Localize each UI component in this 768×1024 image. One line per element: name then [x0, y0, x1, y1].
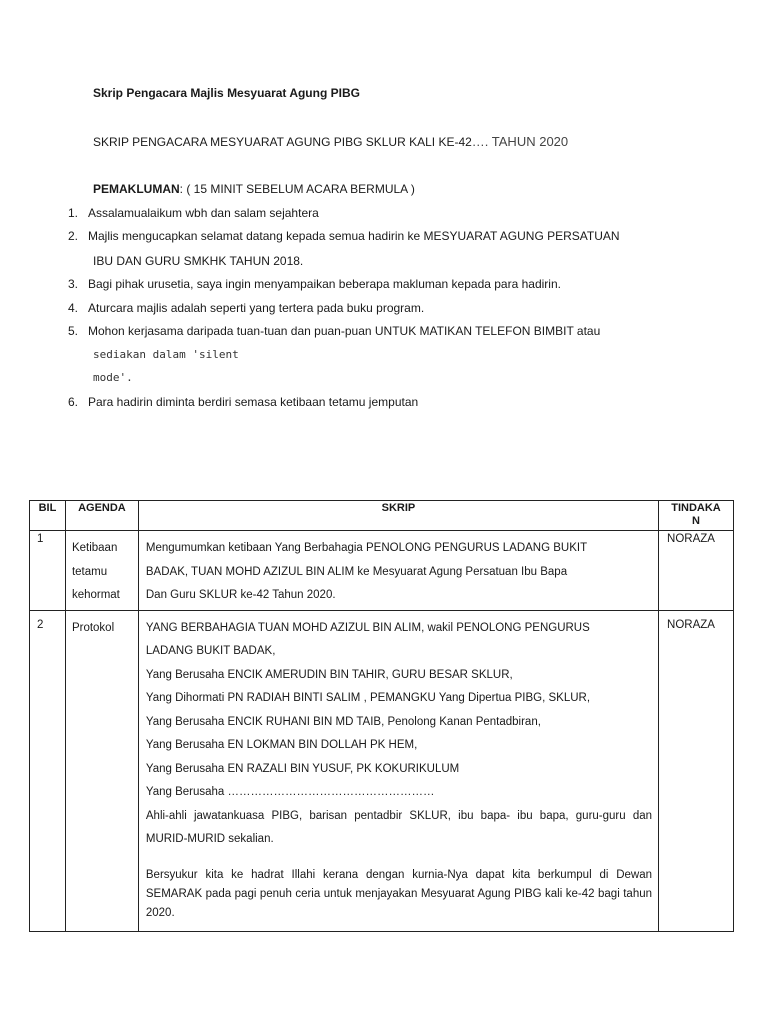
skrip-line: YANG BERBAHAGIA TUAN MOHD AZIZUL BIN ALIM, wakil PENOLONG PENGURUS [145, 621, 590, 634]
agenda-line: kehormat [71, 589, 120, 601]
notice-text: : ( 15 MINIT SEBELUM ACARA BERMULA ) [179, 182, 415, 196]
skrip-line: Mengumumkan ketibaan Yang Berbahagia PENOLONG PENGURUS LADANG BUKIT [145, 542, 588, 554]
header-bil: BIL [30, 501, 66, 531]
cell-agenda [65, 610, 138, 931]
list-item-continuation: sediakan dalam 'silent [93, 348, 239, 361]
table-header-row [30, 501, 734, 531]
table-row [30, 610, 734, 931]
list-item-number: 2. [68, 229, 79, 243]
agenda-line: tetamu [71, 565, 108, 578]
list-item-number: 3. [68, 277, 79, 291]
cell-skrip [138, 610, 658, 931]
cell-agenda [65, 531, 138, 611]
list-item-text: Para hadirin diminta berdiri semasa ketibaan tetamu jemputan [88, 395, 419, 409]
skrip-line: Yang Berusaha ENCIK AMERUDIN BIN TAHIR, GURU BESAR SKLUR, [145, 668, 513, 681]
list-item-number: 4. [68, 301, 79, 315]
header-tindakan-line1: TINDAKA [671, 502, 721, 514]
agenda-table [29, 500, 734, 932]
skrip-line: Yang Berusaha EN LOKMAN BIN DOLLAH PK HEM, [145, 739, 418, 751]
list-item [68, 301, 424, 315]
notice-line [93, 182, 415, 196]
skrip-line: Ahli-ahli jawatankuasa PIBG, barisan pentadbir SKLUR, ibu bapa- ibu bapa, guru-guru dan MURID-MURID sekalian. [145, 809, 653, 845]
document-heading: Skrip Pengacara Majlis Mesyuarat Agung PIBG [93, 86, 360, 100]
title-main: SKRIP PENGACARA MESYUARAT AGUNG PIBG SKLUR KALI KE-42 [93, 135, 472, 149]
list-item [68, 206, 319, 220]
header-tindakan [659, 501, 734, 531]
cell-tindakan: NORAZA [659, 531, 734, 611]
cell-bil: 2 [30, 610, 66, 931]
header-tindakan-line2: N [692, 515, 700, 527]
header-skrip: SKRIP [138, 501, 658, 531]
cell-skrip [138, 531, 658, 611]
title-tail: …. TAHUN 2020 [471, 134, 569, 149]
list-item-number: 6. [68, 395, 79, 409]
agenda-line: Ketibaan [71, 542, 118, 554]
list-item [68, 277, 561, 291]
skrip-line: Yang Dihormati PN RADIAH BINTI SALIM , PEMANGKU Yang Dipertua PIBG, SKLUR, [145, 692, 591, 704]
notice-label: PEMAKLUMAN [93, 182, 180, 196]
skrip-paragraph: Bersyukur kita ke hadrat Illahi kerana dengan kurnia-Nya dapat kita berkumpul di Dewan SEMARAK pada pagi penuh ceria untuk menjayakan Mesyuarat Agung PIBG kali ke-42 bagi tahun 2020. [145, 868, 653, 919]
list-item-continuation: mode'. [93, 371, 133, 384]
skrip-line: Yang Berusaha ENCIK RUHANI BIN MD TAIB, Penolong Kanan Pentadbiran, [145, 715, 541, 728]
skrip-line: Yang Berusaha ……………………………………………… [145, 786, 435, 798]
list-item-text: Bagi pihak urusetia, saya ingin menyampaikan beberapa makluman kepada para hadirin. [88, 277, 561, 291]
cell-tindakan: NORAZA [659, 610, 734, 931]
list-item [68, 229, 620, 243]
list-item-text: Assalamualaikum wbh dan salam sejahtera [88, 206, 319, 220]
list-item-text: Aturcara majlis adalah seperti yang tertera pada buku program. [88, 301, 425, 315]
skrip-line: Yang Berusaha EN RAZALI BIN YUSUF, PK KOKURIKULUM [145, 762, 460, 775]
list-item-text: Majlis mengucapkan selamat datang kepada semua hadirin ke MESYUARAT AGUNG PERSATUAN [88, 229, 620, 243]
document-title [93, 134, 568, 149]
skrip-line: BADAK, TUAN MOHD AZIZUL BIN ALIM ke Mesyuarat Agung Persatuan Ibu Bapa [145, 565, 568, 578]
list-item [68, 324, 600, 338]
list-item-number: 1. [68, 206, 79, 220]
list-item-number: 5. [68, 324, 79, 338]
list-item-continuation: IBU DAN GURU SMKHK TAHUN 2018. [93, 254, 304, 268]
skrip-line: Dan Guru SKLUR ke-42 Tahun 2020. [145, 589, 336, 601]
list-item-text: Mohon kerjasama daripada tuan-tuan dan puan-puan UNTUK MATIKAN TELEFON BIMBIT atau [88, 324, 601, 338]
agenda-line: Protokol [71, 621, 115, 634]
table-row [30, 531, 734, 611]
header-agenda: AGENDA [65, 501, 138, 531]
list-item [68, 395, 418, 409]
skrip-line: LADANG BUKIT BADAK, [145, 645, 276, 657]
cell-bil: 1 [30, 531, 66, 611]
